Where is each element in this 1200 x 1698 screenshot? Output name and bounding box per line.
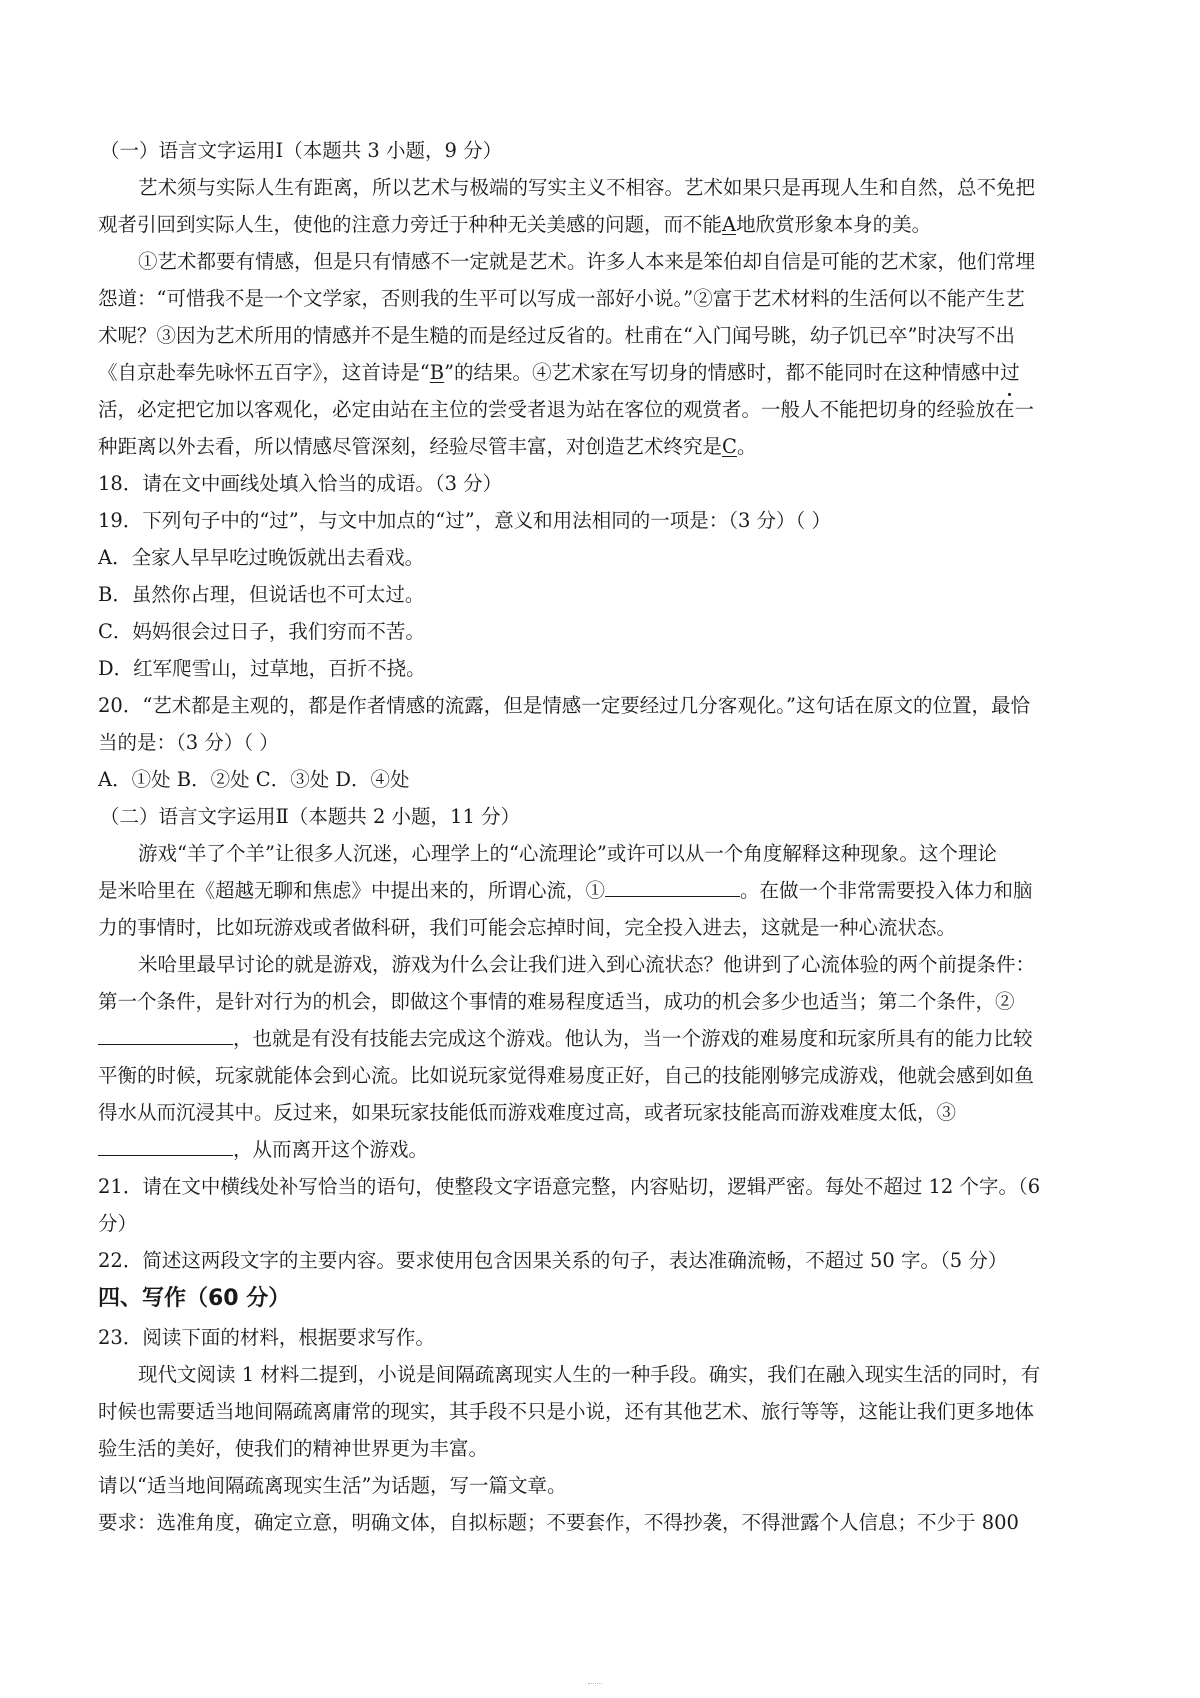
- question-23: 23．阅读下面的材料，根据要求写作。: [98, 1326, 435, 1349]
- passage2-line: 第一个条件，是针对行为的机会，即做这个事情的难易程度适当，成功的机会多少也适当；第二个条件，②: [98, 990, 1015, 1013]
- blank-a: A: [722, 213, 737, 236]
- dotted-character: 过: [1000, 354, 1020, 391]
- passage1-line: ①艺术都要有情感，但是只有情感不一定就是艺术。许多人本来是笨伯却自信是可能的艺术家，他们常埋: [138, 250, 1036, 273]
- section2-heading: （二）语言文字运用Ⅱ（本题共 2 小题，11 分）: [100, 805, 521, 828]
- passage1-line: 艺术须与实际人生有距离，所以艺术与极端的写实主义不相容。艺术如果只是再现人生和自然，总不免把: [138, 176, 1036, 199]
- passage2-line: ，也就是有没有技能去完成这个游戏。他认为，当一个游戏的难易度和玩家所具有的能力比较: [98, 1020, 1118, 1057]
- question-19-option-c: C．妈妈很会过日子，我们穷而不苦。: [98, 620, 425, 643]
- section1-heading: （一）语言文字运用Ⅰ（本题共 3 小题，9 分）: [100, 139, 503, 162]
- passage1-line: 《自京赴奉先咏怀五百字》，这首诗是“B”的结果。④艺术家在写切身的情感时，都不能同时在这种情感中过: [98, 354, 1118, 391]
- writing-requirements: 要求：选准角度，确定立意，明确文体，自拟标题；不要套作，不得抄袭，不得泄露个人信息；不少于 800: [98, 1511, 1019, 1534]
- exam-page: [98, 132, 1118, 1541]
- material-line: 时候也需要适当地间隔疏离庸常的现实，其手段不只是小说，还有其他艺术、旅行等等，这能让我们更多地体: [98, 1400, 1035, 1423]
- question-22: 22．简述这两段文字的主要内容。要求使用包含因果关系的句子，表达准确流畅，不超过 50 字。（5 分）: [98, 1249, 1008, 1272]
- passage2-line: 游戏“羊了个羊”让很多人沉迷，心理学上的“心流理论”或许可以从一个角度解释这种现象。这个理论: [138, 842, 997, 865]
- question-19-option-a: A．全家人早早吃过晚饭就出去看戏。: [98, 546, 425, 569]
- question-21: 分）: [98, 1212, 138, 1235]
- answer-blank-3: [98, 1135, 233, 1156]
- passage2-line: 平衡的时候，玩家就能体会到心流。比如说玩家觉得难易度正好，自己的技能刚够完成游戏，他就会感到如鱼: [98, 1064, 1035, 1087]
- passage1-line: 种距离以外去看，所以情感尽管深刻，经验尽管丰富，对创造艺术终究是C。: [98, 435, 757, 458]
- passage2-line: ，从而离开这个游戏。: [98, 1131, 1118, 1168]
- material-line: 验生活的美好，使我们的精神世界更为丰富。: [98, 1437, 489, 1460]
- passage2-line: 米哈里最早讨论的就是游戏，游戏为什么会让我们进入到心流状态？他讲到了心流体验的两个前提条件：: [138, 953, 1036, 976]
- question-20-options: A．①处 B．②处 C．③处 D．④处: [98, 768, 410, 791]
- writing-prompt: 请以“适当地间隔疏离现实生活”为话题，写一篇文章。: [98, 1474, 567, 1497]
- question-19-option-b: B．虽然你占理，但说话也不可太过。: [98, 583, 425, 606]
- blank-c: C: [722, 435, 737, 458]
- passage1-line: 活，必定把它加以客观化，必定由站在主位的尝受者退为站在客位的观赏者。一般人不能把切身的经验放在一: [98, 398, 1035, 421]
- page-footer-mark: [588, 1683, 602, 1687]
- question-19-stem: 19．下列句子中的“过”，与文中加点的“过”，意义和用法相同的一项是：（3 分）（ ）: [98, 509, 831, 532]
- blank-b: B: [429, 361, 445, 384]
- question-20-stem: 20．“艺术都是主观的，都是作者情感的流露，但是情感一定要经过几分客观化。”这句话在原文的位置，最恰: [98, 694, 1031, 717]
- passage2-line: 得水从而沉浸其中。反过来，如果玩家技能低而游戏难度过高，或者玩家技能高而游戏难度太低，③: [98, 1101, 957, 1124]
- question-21: 21．请在文中横线处补写恰当的语句，使整段文字语意完整，内容贴切，逻辑严密。每处不超过 12 个字。（6: [98, 1175, 1041, 1198]
- question-19-option-d: D．红军爬雪山，过草地，百折不挠。: [98, 657, 426, 680]
- part4-heading: 四、写作（60 分）: [98, 1286, 291, 1311]
- material-line: 现代文阅读 1 材料二提到，小说是间隔疏离现实人生的一种手段。确实，我们在融入现实生活的同时，有: [138, 1363, 1041, 1386]
- answer-blank-2: [98, 1024, 233, 1045]
- question-18: 18．请在文中画线处填入恰当的成语。（3 分）: [98, 472, 503, 495]
- passage2-line: 是米哈里在《超越无聊和焦虑》中提出来的，所谓心流，① 。在做一个非常需要投入体力和脑: [98, 872, 1118, 909]
- passage1-line: 怨道：“可惜我不是一个文学家，否则我的生平可以写成一部好小说。”②富于艺术材料的生活何以不能产生艺: [98, 287, 1025, 310]
- passage1-line: 术呢？③因为艺术所用的情感并不是生糙的而是经过反省的。杜甫在“入门闻号眺，幼子饥已卒”时决写不出: [98, 324, 1015, 347]
- question-20-stem: 当的是：（3 分）（ ）: [98, 731, 279, 754]
- passage2-line: 力的事情时，比如玩游戏或者做科研，我们可能会忘掉时间，完全投入进去，这就是一种心流状态。: [98, 916, 957, 939]
- answer-blank-1: [605, 876, 740, 897]
- passage1-line: 观者引回到实际人生，使他的注意力旁迁于种种无关美感的问题，而不能A地欣赏形象本身的美。: [98, 213, 932, 236]
